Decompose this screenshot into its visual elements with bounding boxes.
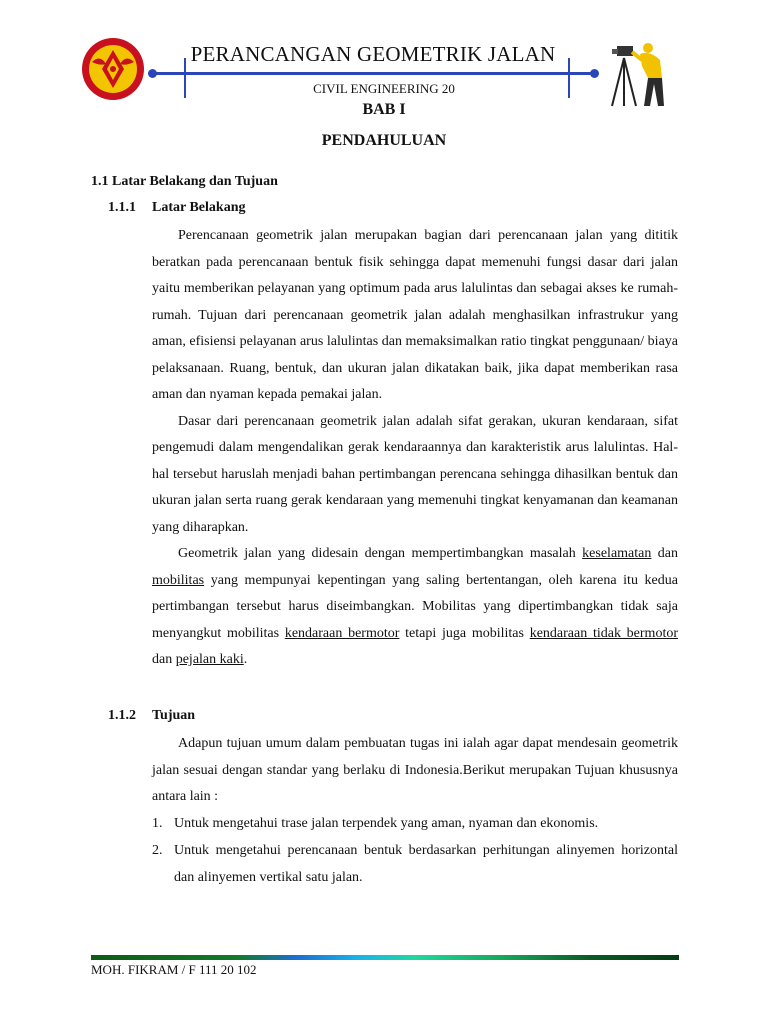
section-title: Latar Belakang <box>152 200 246 215</box>
paragraph: Geometrik jalan yang didesain dengan mempertimbangkan masalah keselamatan dan mobilitas yang mempunyai kepentingan yang saling bertentangan, oleh karena itu kedua pertimbangan tersebut harus diseimbangkan. Mobilitas yang dipertimbangkan tidak saja menyangkut mobilitas kendaraan bermotor tetapi juga mobilitas kendaraan tidak bermotor dan pejalan kaki. <box>152 546 679 667</box>
header-divider-line <box>152 72 592 75</box>
paragraph: Dasar dari perencanaan geometrik jalan adalah sifat gerakan, ukuran kendaraan, sifat pengemudi dalam mengendalikan gerak kendaraannya dan karakteristik arus lalulintas. Hal-hal tersebut haruslah menjadi bahan pertimbangan perencana sehingga dihasilkan bentuk dan ukuran jalan serta ruang gerak kendaraan yang memenuhi tingkat kenyamanan dan keamanan yang diharapkan. <box>152 413 678 535</box>
list-number: 2. <box>152 843 163 858</box>
paragraph: Adapun tujuan umum dalam pembuatan tugas ini ialah agar dapat mendesain geometrik jalan sesuai dengan standar yang berlaku di Indonesia.Berikut merupakan Tujuan khususnya antara lain : <box>152 736 678 804</box>
university-logo <box>80 36 146 102</box>
footer-author: MOH. FIKRAM / F 111 20 102 <box>91 962 257 977</box>
list-text: Untuk mengetahui trase jalan terpendek yang aman, nyaman dan ekonomis. <box>174 816 599 831</box>
section-heading-1-1-2 <box>108 708 195 724</box>
footer-divider-bar <box>91 955 679 960</box>
underlined-term: keselamatan <box>582 546 652 561</box>
section-heading-1-1-1 <box>108 200 245 216</box>
surveyor-icon <box>604 40 676 108</box>
section-number: 1.1.1 <box>108 200 136 215</box>
objectives-body <box>152 731 678 811</box>
underlined-term: kendaraan tidak bermotor <box>529 625 679 641</box>
list-item <box>152 838 678 891</box>
section-title: Tujuan <box>152 708 196 723</box>
header-divider-dot <box>148 69 157 78</box>
section-number: 1.1.2 <box>108 708 136 723</box>
underlined-term: mobilitas <box>152 572 205 588</box>
underlined-term: pejalan kaki <box>175 652 244 667</box>
list-item <box>152 811 678 838</box>
header-title: PERANCANGAN GEOMETRIK JALAN <box>190 42 556 66</box>
section-heading-1-1: 1.1 Latar Belakang dan Tujuan <box>91 174 278 189</box>
chapter-label: BAB I <box>362 101 406 118</box>
header-subtitle: CIVIL ENGINEERING 20 <box>313 81 455 96</box>
header-divider-tick <box>184 58 186 98</box>
background-body <box>152 223 678 674</box>
header-divider-tick <box>568 58 570 98</box>
list-text: Untuk mengetahui perencanaan bentuk berdasarkan perhitungan alinyemen horizontal dan alinyemen vertikal satu jalan. <box>174 843 678 885</box>
header-divider-dot <box>590 69 599 78</box>
chapter-title: PENDAHULUAN <box>321 132 447 149</box>
underlined-term: kendaraan bermotor <box>284 625 400 641</box>
list-number: 1. <box>152 816 163 831</box>
paragraph: Perencanaan geometrik jalan merupakan bagian dari perencanaan jalan yang dititik beratkan pada perencanaan bentuk fisik sehingga dapat memenuhi fungsi dasar dari jalan yaitu memberikan pelayanan yang optimum pada arus lalulintas dan sebagai akses ke rumah-rumah. Tujuan dari perencanaan geometrik jalan adalah menghasilkan infrastrukur yang aman, efisiensi pelayanan arus lalulintas dan memaksimalkan ratio tingkat penggunaan/ biaya pelaksanaan. Ruang, bentuk, dan ukuran jalan dikatakan baik, jika dapat memberikan rasa aman dan nyaman kepada pemakai jalan. <box>152 228 678 402</box>
